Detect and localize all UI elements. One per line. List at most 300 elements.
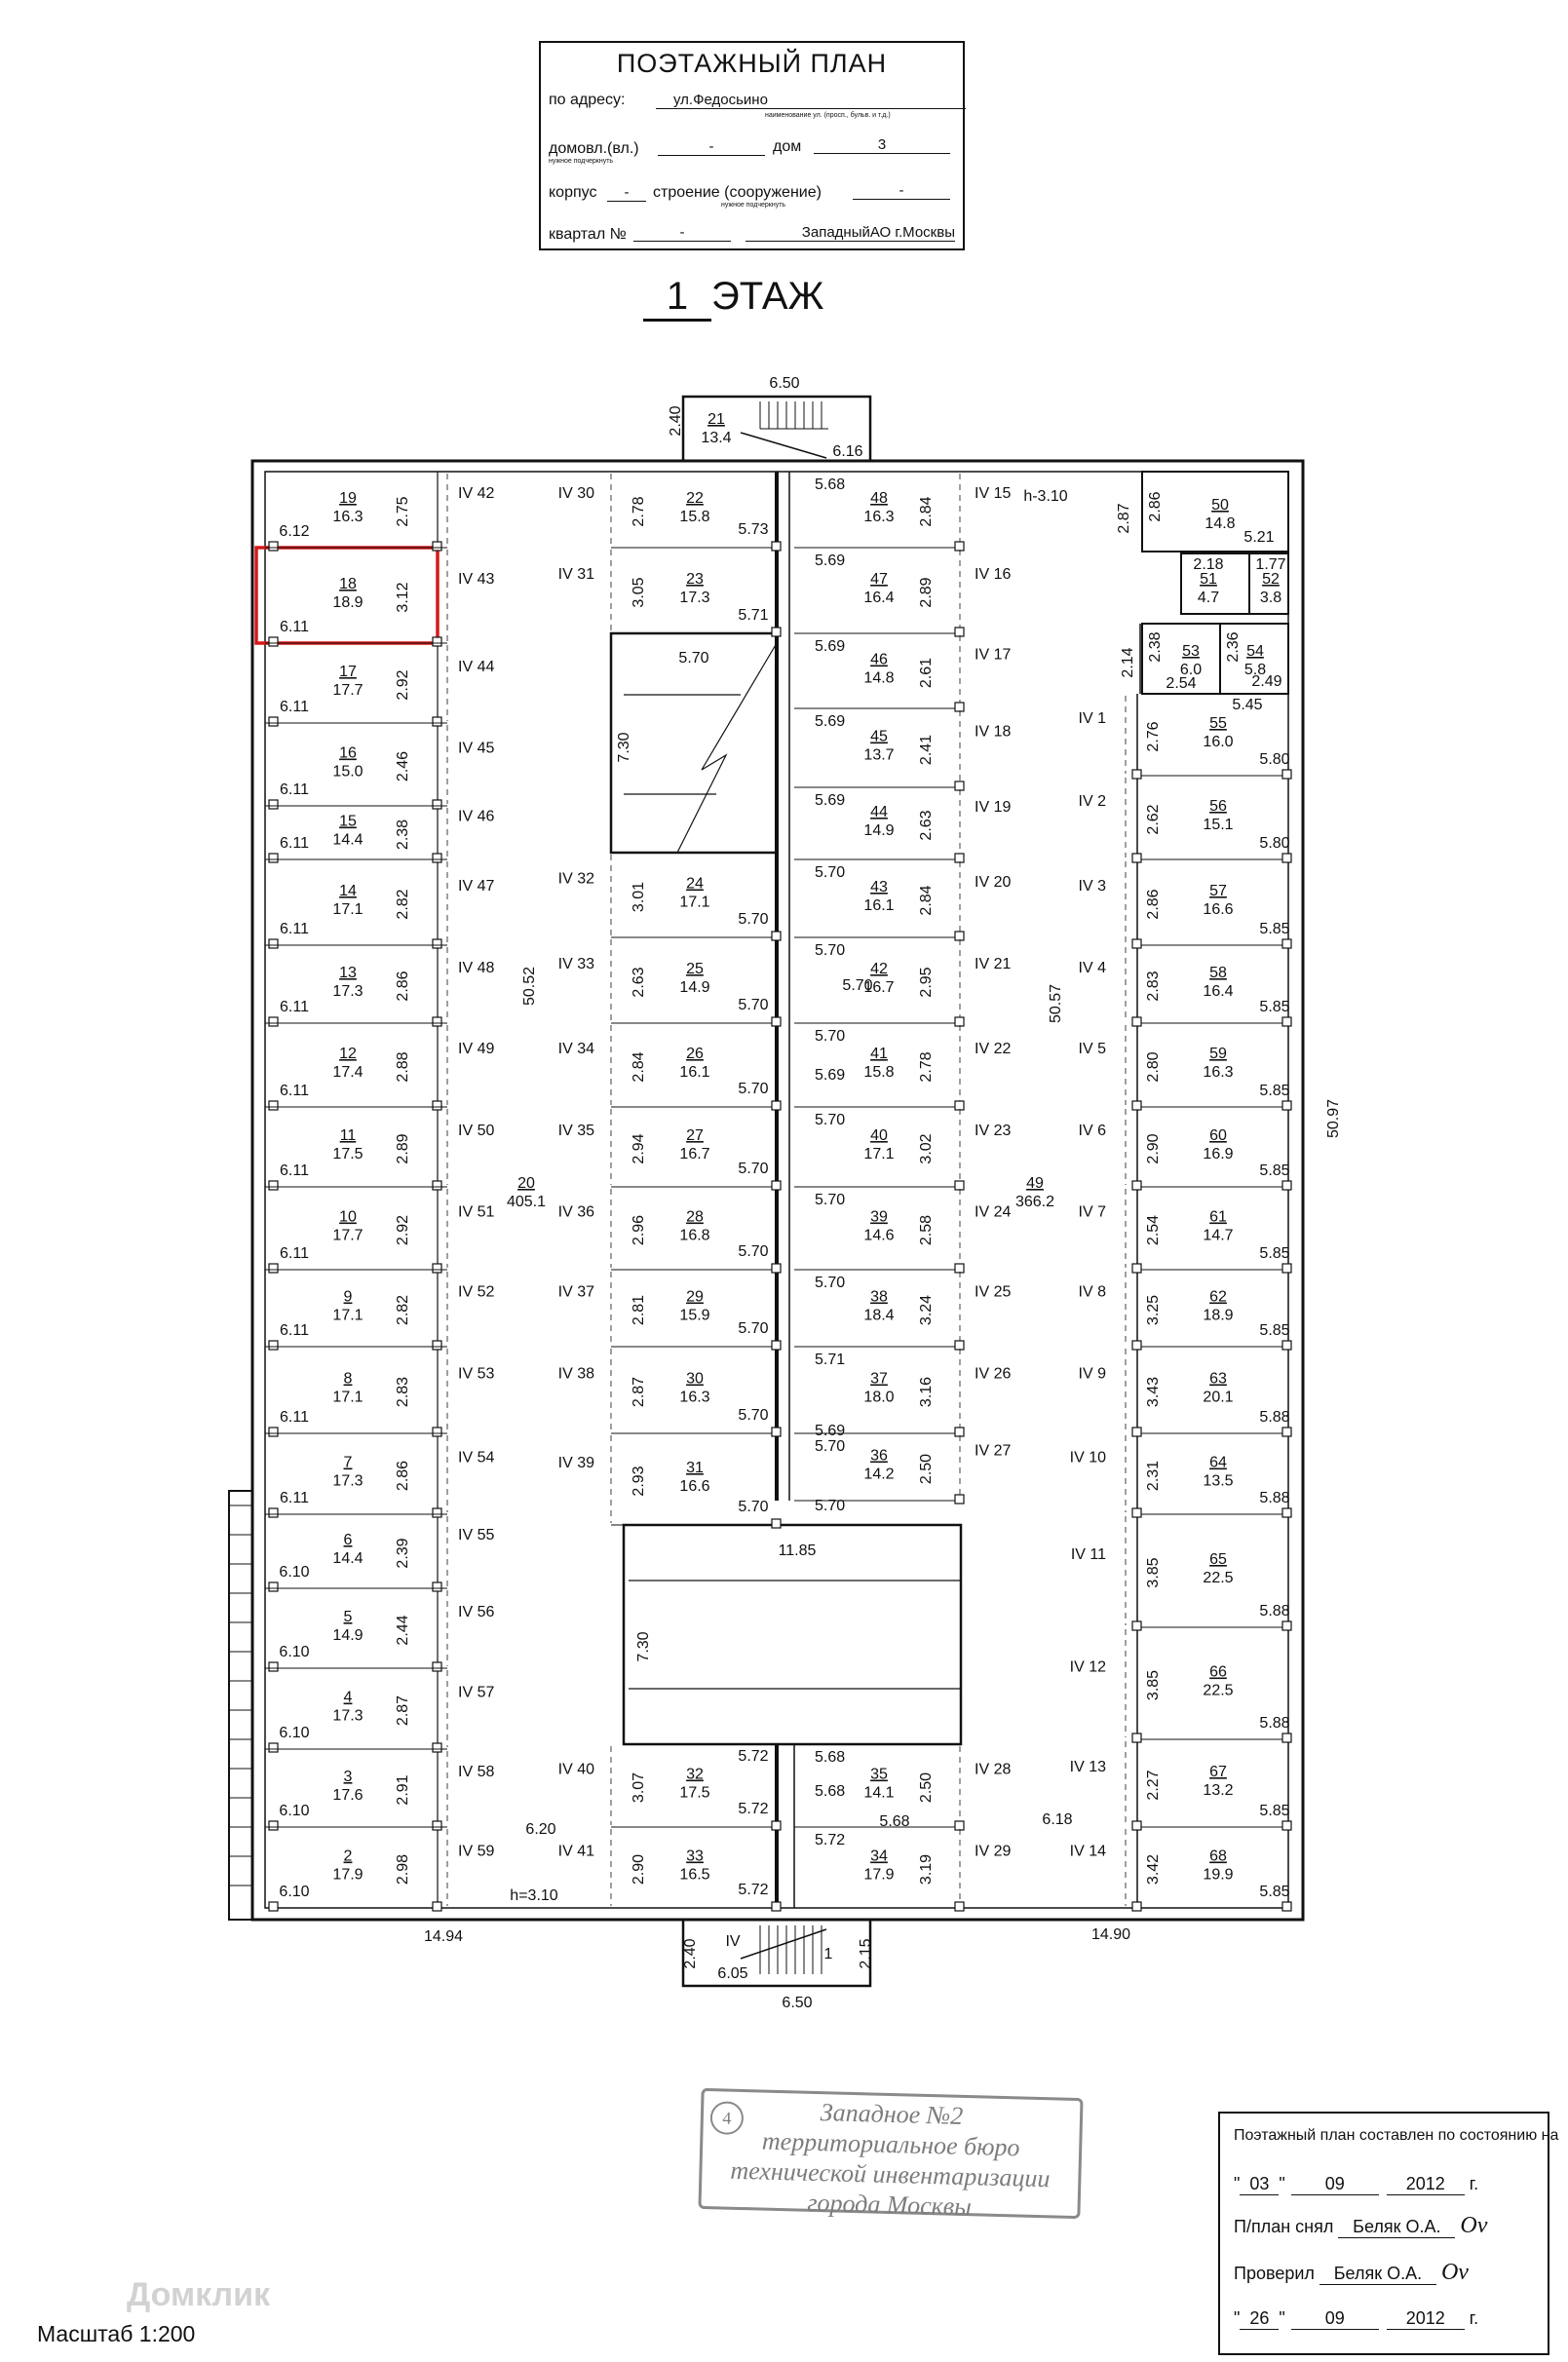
room-38-width: 5.70 — [815, 1275, 846, 1291]
column-marker — [269, 717, 278, 726]
space-iv-30: IV 30 — [557, 485, 594, 502]
space-iv-55: IV 55 — [458, 1527, 495, 1543]
space-iv-15: IV 15 — [975, 485, 1012, 502]
space-iv-23: IV 23 — [975, 1123, 1012, 1139]
column-marker — [772, 1519, 781, 1528]
room-24-area: 17.1 — [679, 894, 710, 911]
room-2-depth: 2.98 — [395, 1853, 411, 1886]
bottom-stair-space: IV — [725, 1933, 741, 1950]
column-marker — [1282, 1821, 1291, 1830]
room-14-area: 17.1 — [332, 901, 363, 918]
space-iv-22: IV 22 — [975, 1041, 1012, 1057]
space-iv-19: IV 19 — [975, 799, 1012, 816]
space-iv-14: IV 14 — [1069, 1843, 1106, 1860]
room-38-number: 38 — [870, 1288, 888, 1306]
room-65-width: 5.88 — [1259, 1603, 1290, 1619]
room-45-depth: 2.41 — [918, 734, 935, 766]
room-42-area: 16.7 — [863, 979, 895, 996]
room-21-area: 13.4 — [701, 430, 732, 446]
status-year-suffix-2: г. — [1469, 2308, 1479, 2328]
room-66-area: 22.5 — [1203, 1682, 1234, 1699]
column-marker — [955, 1181, 964, 1190]
bottom-right-width: 14.90 — [1090, 1926, 1131, 1943]
room-39-number: 39 — [870, 1208, 888, 1226]
column-marker — [1282, 1017, 1291, 1026]
stamp-line-4: города Москвы — [807, 2188, 973, 2222]
room-36-width-bottom: 5.70 — [815, 1498, 846, 1514]
plan-title: ПОЭТАЖНЫЙ ПЛАН — [616, 49, 888, 78]
stamp-number: 4 — [709, 2101, 744, 2135]
room-2-area: 17.9 — [332, 1866, 363, 1884]
room-9-depth: 2.82 — [395, 1294, 411, 1326]
column-marker — [433, 1821, 441, 1830]
space-iv-52: IV 52 — [458, 1283, 495, 1301]
room-34-area: 17.9 — [863, 1866, 895, 1884]
column-marker — [1282, 939, 1291, 948]
room-29-area: 15.9 — [679, 1307, 710, 1324]
column-marker — [1282, 1733, 1291, 1742]
room-27-width: 5.70 — [738, 1161, 769, 1177]
room-61-number: 61 — [1209, 1208, 1227, 1226]
room-32-width: 5.72 — [738, 1801, 769, 1817]
room-40-number: 40 — [870, 1127, 888, 1144]
space-iv-24: IV 24 — [975, 1203, 1012, 1221]
room-47-depth: 2.89 — [918, 577, 935, 608]
room-29-number: 29 — [686, 1288, 704, 1306]
column-marker — [269, 1101, 278, 1110]
column-marker — [433, 1181, 441, 1190]
room-50-side: 2.87 — [1116, 503, 1132, 534]
column-marker — [955, 854, 964, 862]
room-23-number: 23 — [686, 571, 704, 588]
space-iv-58: IV 58 — [458, 1764, 495, 1780]
column-marker — [1132, 1733, 1141, 1742]
room-22-number: 22 — [686, 490, 704, 507]
room-63-depth: 3.43 — [1145, 1376, 1162, 1408]
room-48-number: 48 — [870, 490, 888, 507]
room-13-width: 6.11 — [280, 999, 309, 1015]
room-59-number: 59 — [1209, 1046, 1227, 1062]
room-5-number: 5 — [343, 1609, 353, 1625]
room-18-width: 6.11 — [280, 619, 309, 635]
address-label: по адресу: — [549, 92, 626, 108]
room-56-number: 56 — [1209, 798, 1227, 815]
room-30-number: 30 — [686, 1370, 704, 1388]
column-marker — [1132, 1264, 1141, 1273]
room-27-area: 16.7 — [679, 1146, 710, 1162]
column-marker — [269, 637, 278, 646]
room-65-area: 22.5 — [1203, 1570, 1234, 1586]
stamp-line-3: технической инвентаризации — [730, 2155, 1051, 2193]
column-marker — [269, 1508, 278, 1517]
room-30-area: 16.3 — [679, 1389, 710, 1406]
column-marker — [1282, 1508, 1291, 1517]
signature-1: Ov — [1460, 2213, 1488, 2238]
hall-49-area: 366.2 — [1014, 1194, 1055, 1210]
room-22-area: 15.8 — [679, 509, 710, 525]
column-marker — [955, 1495, 964, 1504]
room-50-area: 14.8 — [1205, 515, 1236, 532]
hall-20-length: 50.52 — [521, 966, 538, 1007]
room-2-number: 2 — [343, 1848, 353, 1865]
column-marker — [269, 1341, 278, 1350]
room-48-area: 16.3 — [863, 509, 895, 525]
room-54-length: 5.45 — [1232, 697, 1263, 713]
room-15-number: 15 — [339, 813, 357, 830]
space-iv-26: IV 26 — [975, 1365, 1012, 1383]
column-marker — [955, 781, 964, 790]
column-marker — [955, 628, 964, 636]
room-31-number: 31 — [686, 1460, 704, 1476]
room-34-width: 5.72 — [815, 1832, 846, 1848]
room-25-number: 25 — [686, 961, 704, 977]
bottom-left-width: 14.94 — [423, 1928, 464, 1945]
space-iv-40: IV 40 — [557, 1761, 594, 1778]
room-23-depth: 3.05 — [631, 577, 647, 608]
room-5-depth: 2.44 — [395, 1615, 411, 1646]
column-marker — [772, 628, 781, 636]
room-22-depth: 2.78 — [631, 496, 647, 527]
room-16-width: 6.11 — [280, 781, 309, 798]
room-68-depth: 3.42 — [1145, 1853, 1162, 1886]
ramp-break-line — [677, 643, 777, 853]
column-marker — [772, 1264, 781, 1273]
room-8-number: 8 — [343, 1370, 353, 1388]
column-marker — [772, 1821, 781, 1830]
column-marker — [433, 1582, 441, 1591]
checked-label: Проверил — [1234, 2264, 1315, 2283]
room-6-area: 14.4 — [332, 1550, 363, 1567]
column-marker — [955, 1821, 964, 1830]
column-marker — [433, 717, 441, 726]
room-18-area: 18.9 — [332, 594, 363, 611]
room-12-depth: 2.88 — [395, 1051, 411, 1083]
room-31-width: 5.70 — [738, 1499, 769, 1515]
column-marker — [433, 1341, 441, 1350]
room-3-depth: 2.91 — [395, 1774, 411, 1806]
status-month-1: 09 — [1291, 2174, 1379, 2195]
column-marker — [433, 1902, 441, 1911]
status-year-2: 2012 — [1387, 2308, 1465, 2330]
room-62-number: 62 — [1209, 1288, 1227, 1306]
room-14-width: 6.11 — [280, 921, 309, 937]
space-iv-43: IV 43 — [458, 571, 495, 588]
room-61-depth: 2.54 — [1145, 1214, 1162, 1246]
ramp-lower-width: 7.30 — [635, 1631, 652, 1662]
room-13-area: 17.3 — [332, 983, 363, 1000]
column-marker — [1132, 1621, 1141, 1630]
top-stair-length: 6.16 — [832, 443, 863, 460]
checked-by: Беляк О.А. — [1319, 2264, 1436, 2285]
column-marker — [433, 939, 441, 948]
space-iv-2: IV 2 — [1078, 793, 1106, 810]
room-10-number: 10 — [339, 1208, 357, 1226]
room-57-width: 5.85 — [1259, 921, 1290, 937]
room-48-depth: 2.84 — [918, 496, 935, 527]
space-iv-20: IV 20 — [975, 874, 1012, 891]
room-48-width: 5.68 — [815, 476, 846, 493]
room-24-number: 24 — [686, 875, 704, 893]
room-63-width: 5.88 — [1259, 1409, 1290, 1426]
column-marker — [955, 1341, 964, 1350]
space-iv-25: IV 25 — [975, 1283, 1012, 1301]
room-39-depth: 2.58 — [918, 1214, 935, 1246]
column-marker — [269, 1582, 278, 1591]
room-45-width: 5.69 — [815, 713, 846, 730]
hall-20-number: 20 — [517, 1175, 535, 1192]
space-iv-41: IV 41 — [557, 1843, 594, 1860]
room-50-depth: 2.86 — [1147, 491, 1164, 522]
room-23-area: 17.3 — [679, 590, 710, 606]
space-iv-18: IV 18 — [975, 723, 1012, 741]
column-marker — [955, 1902, 964, 1911]
building-length: 50.97 — [1325, 1098, 1342, 1139]
room-8-depth: 2.83 — [395, 1376, 411, 1408]
room-10-depth: 2.92 — [395, 1214, 411, 1246]
space-iv-16: IV 16 — [975, 566, 1012, 583]
column-marker — [772, 1902, 781, 1911]
street-hint: наименование ул. (просп., бульв. и т.д.) — [765, 112, 891, 119]
room-42-width: 5.70 — [815, 942, 846, 959]
column-marker — [955, 932, 964, 940]
room-37-depth: 3.16 — [918, 1376, 935, 1408]
stroenie-label: строение (сооружение) — [653, 184, 822, 201]
room-15-width: 6.11 — [280, 835, 309, 852]
room-67-area: 13.2 — [1203, 1782, 1234, 1799]
room-47-width: 5.69 — [815, 552, 846, 569]
status-day-2: 26 — [1240, 2308, 1279, 2330]
room-37-number: 37 — [870, 1370, 888, 1388]
room-19-depth: 2.75 — [395, 496, 411, 527]
room-32-width-top: 5.72 — [738, 1748, 769, 1765]
room-24-depth: 3.01 — [631, 881, 647, 913]
room-26-depth: 2.84 — [631, 1051, 647, 1083]
space-iv-47: IV 47 — [458, 878, 495, 895]
room-51-number: 51 — [1200, 571, 1217, 588]
space-iv-1: IV 1 — [1078, 710, 1106, 727]
room-66-width: 5.88 — [1259, 1715, 1290, 1732]
room-64-number: 64 — [1209, 1454, 1227, 1471]
space-iv-39: IV 39 — [557, 1455, 594, 1471]
column-marker — [433, 1101, 441, 1110]
room-28-width: 5.70 — [738, 1243, 769, 1260]
stroenie-value: - — [853, 182, 950, 200]
room-37-area: 18.0 — [863, 1389, 895, 1406]
column-marker — [433, 1428, 441, 1436]
room-66-number: 66 — [1209, 1663, 1227, 1681]
street-value: ул.Федосьино — [656, 92, 966, 109]
room-45-number: 45 — [870, 728, 888, 745]
room-56-area: 15.1 — [1203, 817, 1234, 833]
space-iv-8: IV 8 — [1078, 1283, 1106, 1301]
room-7-width: 6.11 — [280, 1490, 309, 1506]
column-marker — [1282, 1181, 1291, 1190]
column-marker — [269, 1743, 278, 1752]
room-11-width: 6.11 — [280, 1162, 309, 1179]
room-41-number: 41 — [870, 1046, 888, 1062]
space-iv-50: IV 50 — [458, 1123, 495, 1139]
room-7-area: 17.3 — [332, 1472, 363, 1490]
kvartal-value: - — [633, 224, 731, 242]
left-exterior-stair — [229, 1491, 252, 1920]
aisle-left-width: 6.20 — [525, 1821, 556, 1838]
column-marker — [269, 800, 278, 809]
space-iv-31: IV 31 — [557, 566, 594, 583]
room-43-area: 16.1 — [863, 897, 895, 914]
space-iv-37: IV 37 — [557, 1283, 594, 1301]
room-44-width: 5.69 — [815, 792, 846, 809]
column-marker — [1282, 1621, 1291, 1630]
room-19-width: 6.12 — [279, 523, 310, 540]
space-iv-4: IV 4 — [1078, 960, 1106, 976]
room-15-depth: 2.38 — [395, 819, 411, 851]
room-52-width: 1.77 — [1255, 556, 1286, 573]
room-6-width: 6.10 — [279, 1564, 310, 1581]
room-55-depth: 2.76 — [1145, 721, 1162, 752]
column-marker — [433, 800, 441, 809]
column-marker — [1282, 1341, 1291, 1350]
room-11-number: 11 — [339, 1127, 357, 1144]
stair-arrow — [741, 1929, 826, 1959]
top-stair-width: 6.50 — [769, 375, 800, 392]
room-3-number: 3 — [343, 1769, 353, 1785]
room-34-depth: 3.19 — [918, 1853, 935, 1886]
space-iv-13: IV 13 — [1069, 1759, 1106, 1775]
space-iv-11: IV 11 — [1070, 1546, 1106, 1563]
room-68-width: 5.85 — [1259, 1884, 1290, 1900]
bottom-stair-side: 2.15 — [858, 1938, 874, 1969]
space-iv-28: IV 28 — [975, 1761, 1012, 1778]
room-43-number: 43 — [870, 879, 888, 895]
room-54-number: 54 — [1246, 643, 1264, 660]
room-57-area: 16.6 — [1203, 901, 1234, 918]
column-marker — [433, 854, 441, 862]
room-12-number: 12 — [339, 1046, 357, 1062]
space-iv-27: IV 27 — [975, 1442, 1012, 1460]
room-34-number: 34 — [870, 1848, 888, 1865]
column-marker — [433, 1264, 441, 1273]
column-marker — [433, 1508, 441, 1517]
column-marker — [1282, 1428, 1291, 1436]
room-32-number: 32 — [686, 1766, 704, 1783]
room-42-depth: 2.95 — [918, 967, 935, 998]
space-iv-38: IV 38 — [557, 1365, 594, 1383]
room-22-width: 5.73 — [738, 521, 769, 538]
room-68-area: 19.9 — [1203, 1866, 1234, 1884]
room-34-width-top: 5.68 — [879, 1813, 910, 1830]
space-iv-7: IV 7 — [1078, 1203, 1106, 1221]
space-iv-45: IV 45 — [458, 740, 495, 757]
column-marker — [269, 542, 278, 551]
extra-width-1: 5.69 — [815, 1067, 846, 1084]
room-64-width: 5.88 — [1259, 1490, 1290, 1506]
room-16-number: 16 — [339, 744, 357, 762]
signature-2: Ov — [1440, 2260, 1469, 2285]
bottom-stair-length: 6.05 — [717, 1965, 748, 1982]
room-33-area: 16.5 — [679, 1866, 710, 1884]
ramp-upper-length: 5.70 — [678, 650, 709, 667]
dom-label: дом — [773, 138, 802, 155]
column-marker — [1132, 1341, 1141, 1350]
room-33-depth: 2.90 — [631, 1853, 647, 1886]
room-14-depth: 2.82 — [395, 889, 411, 920]
room-44-area: 14.9 — [863, 822, 895, 839]
room-44-number: 44 — [870, 804, 888, 820]
column-marker — [1132, 1428, 1141, 1436]
room-12-area: 17.4 — [332, 1064, 363, 1081]
column-marker — [1282, 770, 1291, 779]
room-17-depth: 2.92 — [395, 669, 411, 701]
space-iv-5: IV 5 — [1078, 1041, 1106, 1057]
room-17-area: 17.7 — [332, 682, 363, 699]
room-10-area: 17.7 — [332, 1227, 363, 1244]
room-60-number: 60 — [1209, 1127, 1227, 1144]
room-25-area: 14.9 — [679, 979, 710, 996]
room-35-area: 14.1 — [863, 1784, 895, 1802]
room-59-depth: 2.80 — [1145, 1051, 1162, 1083]
room-40-area: 17.1 — [863, 1146, 895, 1162]
room-6-depth: 2.39 — [395, 1538, 411, 1569]
room-18-depth: 3.12 — [395, 582, 411, 613]
room-62-width: 5.85 — [1259, 1322, 1290, 1339]
hall-49-length: 50.57 — [1048, 983, 1064, 1024]
room-8-area: 17.1 — [332, 1389, 363, 1406]
room-36-number: 36 — [870, 1447, 888, 1465]
status-year-1: 2012 — [1387, 2174, 1465, 2195]
room-55-area: 16.0 — [1203, 734, 1234, 750]
room-7-depth: 2.86 — [395, 1460, 411, 1492]
room-54-width: 2.49 — [1251, 673, 1282, 690]
room-37-width-bottom: 5.69 — [815, 1423, 846, 1439]
column-marker — [1282, 1264, 1291, 1273]
room-59-area: 16.3 — [1203, 1064, 1234, 1081]
room-46-area: 14.8 — [863, 669, 895, 687]
room-62-depth: 3.25 — [1145, 1294, 1162, 1326]
room-61-width: 5.85 — [1259, 1245, 1290, 1262]
room-9-number: 9 — [343, 1288, 353, 1306]
column-marker — [772, 932, 781, 940]
room-27-depth: 2.94 — [631, 1133, 647, 1164]
column-marker — [772, 1181, 781, 1190]
bottom-stair-depth: 2.40 — [682, 1938, 699, 1969]
column-marker — [955, 703, 964, 711]
room-43-width: 5.70 — [815, 864, 846, 881]
stamp-line-2: территориальное бюро — [761, 2126, 1020, 2162]
room-30-width: 5.70 — [738, 1407, 769, 1424]
room-16-depth: 2.46 — [395, 750, 411, 782]
room-25-width: 5.70 — [738, 997, 769, 1013]
ramp-lower-length: 11.85 — [778, 1543, 817, 1559]
room-25-depth: 2.63 — [631, 967, 647, 998]
room-35-number: 35 — [870, 1766, 888, 1783]
room-36-width: 5.70 — [842, 977, 873, 994]
space-iv-32: IV 32 — [557, 870, 594, 888]
room-26-area: 16.1 — [679, 1064, 710, 1081]
room-32-depth: 3.07 — [631, 1772, 647, 1804]
column-marker — [955, 1428, 964, 1436]
room-53-width: 2.54 — [1166, 675, 1197, 692]
room-3-width: 6.10 — [279, 1803, 310, 1819]
room-4-depth: 2.87 — [395, 1695, 411, 1727]
room-56-width: 5.80 — [1259, 835, 1290, 852]
room-38-depth: 3.24 — [918, 1294, 935, 1326]
space-iv-34: IV 34 — [557, 1041, 594, 1057]
room-31-depth: 2.93 — [631, 1466, 647, 1497]
column-marker — [433, 1017, 441, 1026]
room-26-width: 5.70 — [738, 1081, 769, 1097]
room-38-area: 18.4 — [863, 1307, 895, 1324]
room-23-width: 5.71 — [738, 607, 769, 624]
